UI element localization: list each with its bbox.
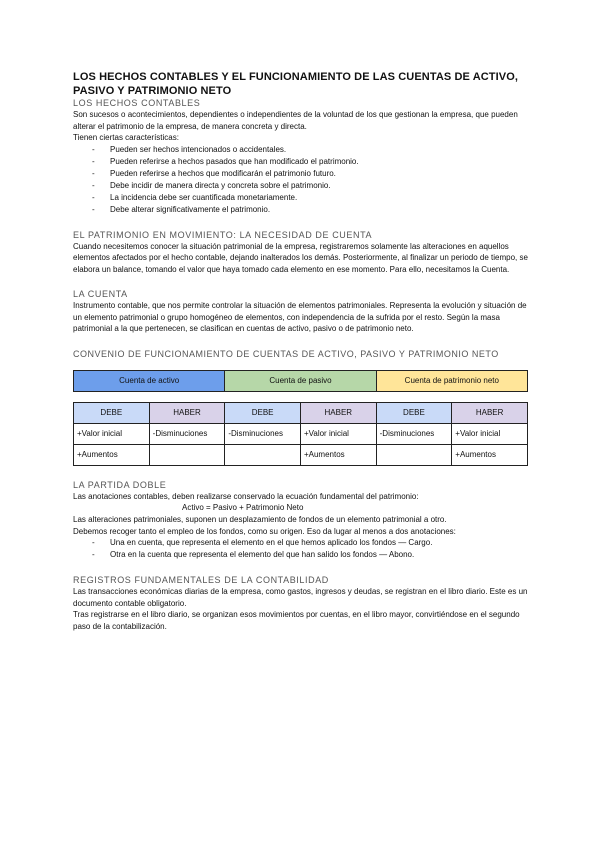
partida-paragraph-3: Debemos recoger tanto el empleo de los fondos, como su origen. Eso da lugar al menos a dos anotaciones: xyxy=(73,526,456,536)
section-heading-movimiento: EL PATRIMONIO EN MOVIMIENTO: LA NECESIDAD DE CUENTA xyxy=(73,229,373,240)
table-cell: -Disminuciones xyxy=(225,423,301,444)
hechos-list xyxy=(73,144,530,216)
list-item: - Pueden ser hechos intencionados o accidentales. xyxy=(73,144,530,156)
cuenta-paragraph: Instrumento contable, que nos permite controlar la situación de elementos patrimoniales. Representa la evolución y situación de un elemento patrimonial o grupo homogéneo de elementos, con independencia de la sufrida por el resto. Según la masa patrimonial a la que pertenecen, se clasifican en cuentas de activo, pasivo o de patrimonio neto. xyxy=(73,301,527,333)
section-heading-hechos: LOS HECHOS CONTABLES xyxy=(73,98,201,108)
cuentas-type-table xyxy=(73,370,528,392)
debe-haber-table xyxy=(73,402,528,466)
header-debe: DEBE xyxy=(376,402,452,423)
title-line-1: LOS HECHOS CONTABLES Y EL FUNCIONAMIENTO DE LAS CUENTAS DE ACTIVO, xyxy=(73,71,519,83)
document-title xyxy=(73,70,530,98)
table-cell: +Aumentos xyxy=(74,444,150,465)
header-debe: DEBE xyxy=(74,402,150,423)
table-header-row xyxy=(74,402,528,423)
section-heading-cuenta: LA CUENTA xyxy=(73,289,128,299)
list-item: - Otra en la cuenta que representa el elemento del que han salido los fondos — Abono. xyxy=(73,549,530,561)
hechos-caracteristicas-intro: Tienen ciertas características: xyxy=(73,133,179,142)
hechos-paragraph: Son sucesos o acontecimientos, dependientes o independientes de la voluntad de los que gestionan la empresa, que pueden alterar el patrimonio de la empresa, de manera concreta y directa. xyxy=(73,110,518,131)
header-debe: DEBE xyxy=(225,402,301,423)
partida-list xyxy=(73,537,530,561)
table-row xyxy=(74,423,528,444)
table-row xyxy=(74,444,528,465)
registros-paragraph-1: Las transacciones económicas diarias de la empresa, como gastos, ingresos y deudas, se registran en el libro diario. Este es un documento contable obligatorio. xyxy=(73,587,528,608)
table-cell: +Valor inicial xyxy=(300,423,376,444)
registros-paragraph-2: Tras registrarse en el libro diario, se organizan esos movimientos por cuentas, en el libro mayor, convirtiéndose en el segundo paso de la contabilización. xyxy=(73,610,520,631)
header-haber: HABER xyxy=(300,402,376,423)
ecuacion-fundamental: Activo = Pasivo + Patrimonio Neto xyxy=(182,503,304,512)
section-heading-partida: LA PARTIDA DOBLE xyxy=(73,479,167,490)
table-cell xyxy=(149,444,225,465)
table-cell: -Disminuciones xyxy=(149,423,225,444)
list-item: - Pueden referirse a hechos que modificarán el patrimonio futuro. xyxy=(73,168,530,180)
partida-paragraph-2: Las alteraciones patrimoniales, suponen un desplazamiento de fondos de un elemento patrimonial a otro. xyxy=(73,515,447,524)
table-cell: +Valor inicial xyxy=(74,423,150,444)
table-cell: +Aumentos xyxy=(452,444,528,465)
list-item: - Pueden referirse a hechos pasados que han modificado el patrimonio. xyxy=(73,156,530,168)
cuenta-pasivo-cell: Cuenta de pasivo xyxy=(225,370,376,391)
list-item: - Una en cuenta, que representa el elemento en el que hemos aplicado los fondos — Cargo. xyxy=(73,537,530,549)
table-cell: -Disminuciones xyxy=(376,423,452,444)
list-item: - La incidencia debe ser cuantificada monetariamente. xyxy=(73,192,530,204)
document-content xyxy=(73,70,530,632)
table-cell xyxy=(376,444,452,465)
table-cell: +Aumentos xyxy=(300,444,376,465)
list-item: - Debe incidir de manera directa y concreta sobre el patrimonio. xyxy=(73,180,530,192)
title-line-2: PASIVO Y PATRIMONIO NETO xyxy=(73,85,232,97)
list-item: - Debe alterar significativamente el patrimonio. xyxy=(73,204,530,216)
movimiento-paragraph: Cuando necesitemos conocer la situación patrimonial de la empresa, registraremos solamente las alteraciones en aquellos elementos afectados por el hecho contable, dejando inalterados los demás. Posteriormente, al finalizar un periodo de tiempo, se elabora un balance, tomando el valor que haya tomado cada elemento en ese momento. Para ello, necesitamos la Cuenta. xyxy=(73,241,528,274)
header-haber: HABER xyxy=(452,402,528,423)
partida-paragraph-1: Las anotaciones contables, deben realizarse conservado la ecuación fundamental del patrimonio: xyxy=(73,491,419,501)
table-cell: +Valor inicial xyxy=(452,423,528,444)
section-heading-convenio: CONVENIO DE FUNCIONAMIENTO DE CUENTAS DE ACTIVO, PASIVO Y PATRIMONIO NETO xyxy=(73,348,499,359)
cuenta-activo-cell: Cuenta de activo xyxy=(74,370,225,391)
section-heading-registros: REGISTROS FUNDAMENTALES DE LA CONTABILIDAD xyxy=(73,575,329,585)
header-haber: HABER xyxy=(149,402,225,423)
table-cell xyxy=(225,444,301,465)
cuenta-neto-cell: Cuenta de patrimonio neto xyxy=(376,370,527,391)
